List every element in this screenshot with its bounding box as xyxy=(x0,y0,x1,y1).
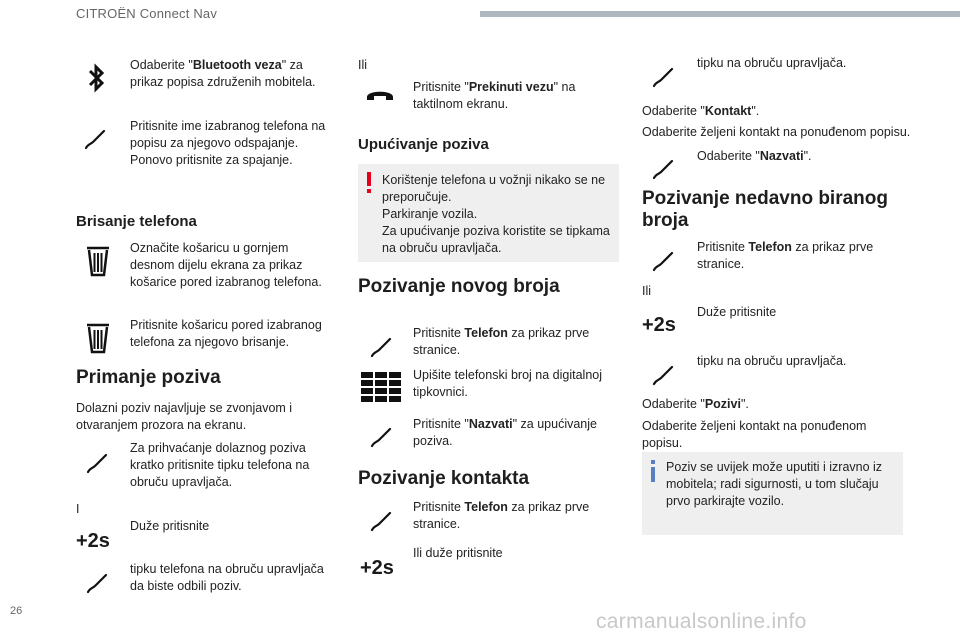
recent-number-heading: Pozivanje nedavno biranog broja xyxy=(642,188,888,231)
press-phone-text: Pritisnite Telefon za prikaz prve stranice. xyxy=(413,326,590,357)
trash-icon xyxy=(82,244,114,276)
keypad-icon xyxy=(361,372,403,402)
info-icon xyxy=(650,460,656,482)
touch-press-icon xyxy=(366,504,398,536)
long-press-badge: +2s xyxy=(360,557,394,579)
touch-press-icon xyxy=(648,358,680,390)
long-press-text-2: Duže pritisnite xyxy=(697,305,777,319)
contact-heading: Pozivanje kontakta xyxy=(358,468,530,489)
select-contact-text: Odaberite "Kontakt". xyxy=(642,104,760,118)
choose-contact-text-2: Odaberite željeni kontakt na ponuđenom popisu. xyxy=(642,419,867,450)
incoming-call-text: Dolazni poziv najavljuje se zvonjavom i otvaranjem prozora na ekranu. xyxy=(76,401,293,432)
select-call-text: Odaberite "Nazvati". xyxy=(697,149,812,163)
mark-trash-text: Označite košaricu u gornjem desnom dijelu ekrana za prikaz košarice pored izabranog telefona. xyxy=(130,241,322,289)
info-text: Poziv se uvijek može uputiti i izravno iz mobitela; radi sigurnosti, u tom slučaju prvo parkirajte vozilo. xyxy=(666,460,883,508)
receive-call-heading: Primanje poziva xyxy=(76,367,221,388)
choose-contact-text: Odaberite željeni kontakt na ponuđenom popisu. xyxy=(642,125,911,139)
bluetooth-select-text: Odaberite "Bluetooth veza" za prikaz popisa združenih mobitela. xyxy=(130,58,316,89)
hangup-text: Pritisnite "Prekinuti vezu" na taktilnom ekranu. xyxy=(413,80,576,111)
manual-title: CITROËN Connect Nav xyxy=(76,6,218,21)
press-phone-text-2: Pritisnite Telefon za prikaz prve stranice. xyxy=(413,500,590,531)
reject-call-text: tipku telefona na obruču upravljača da biste odbili poziv. xyxy=(130,562,324,593)
warning-text: Korištenje telefona u vožnji nikako se ne preporučuje. Parkiranje vozila. Za upućivanje poziva koristite se tipkama na obruču upravljača. xyxy=(382,173,610,255)
info-box xyxy=(642,452,903,535)
touch-press-icon xyxy=(366,330,398,362)
press-name-text: Pritisnite ime izabranog telefona na popisu za njegovo odspajanje. Ponovo pritisnite za spajanje. xyxy=(130,119,326,167)
touch-press-icon xyxy=(82,446,114,478)
or-long-press-text: Ili duže pritisnite xyxy=(413,546,503,560)
header-bar xyxy=(480,11,960,17)
page-number: 26 xyxy=(10,605,23,617)
touch-press-icon xyxy=(648,244,680,276)
touch-press-icon xyxy=(648,60,680,92)
long-press-badge: +2s xyxy=(642,314,676,336)
delete-phone-heading: Brisanje telefona xyxy=(76,213,197,230)
warning-icon xyxy=(366,172,372,194)
press-phone-text-3: Pritisnite Telefon za prikaz prve stranice. xyxy=(697,240,874,271)
touch-press-icon xyxy=(366,420,398,452)
press-call-text: Pritisnite "Nazvati" za upućivanje poziva. xyxy=(413,417,597,448)
watermark: carmanualsonline.info xyxy=(596,610,807,633)
key-wheel-text: tipku na obruču upravljača. xyxy=(697,56,847,70)
or-text: Ili xyxy=(358,58,368,72)
long-press-text: Duže pritisnite xyxy=(130,519,210,533)
bluetooth-icon xyxy=(80,62,112,94)
key-wheel-text-2: tipku na obruču upravljača. xyxy=(697,354,847,368)
touch-press-icon xyxy=(82,566,114,598)
trash-icon xyxy=(82,321,114,353)
touch-press-icon xyxy=(80,122,112,154)
press-trash-text: Pritisnite košaricu pored izabranog telefona za njegovo brisanje. xyxy=(130,318,322,349)
long-press-badge: +2s xyxy=(76,530,110,552)
accept-call-text: Za prihvaćanje dolaznog poziva kratko pritisnite tipku telefona na obruču upravljača. xyxy=(130,441,310,489)
calling-heading: Upućivanje poziva xyxy=(358,136,489,153)
enter-number-text: Upišite telefonski broj na digitalnoj tipkovnici. xyxy=(413,368,602,399)
select-calls-text: Odaberite "Pozivi". xyxy=(642,397,749,411)
warning-box xyxy=(358,164,619,262)
new-number-heading: Pozivanje novog broja xyxy=(358,276,560,297)
hang-up-icon xyxy=(364,78,396,110)
touch-press-icon xyxy=(648,152,680,184)
and-text: I xyxy=(76,502,80,516)
or-text-2: Ili xyxy=(642,284,652,298)
